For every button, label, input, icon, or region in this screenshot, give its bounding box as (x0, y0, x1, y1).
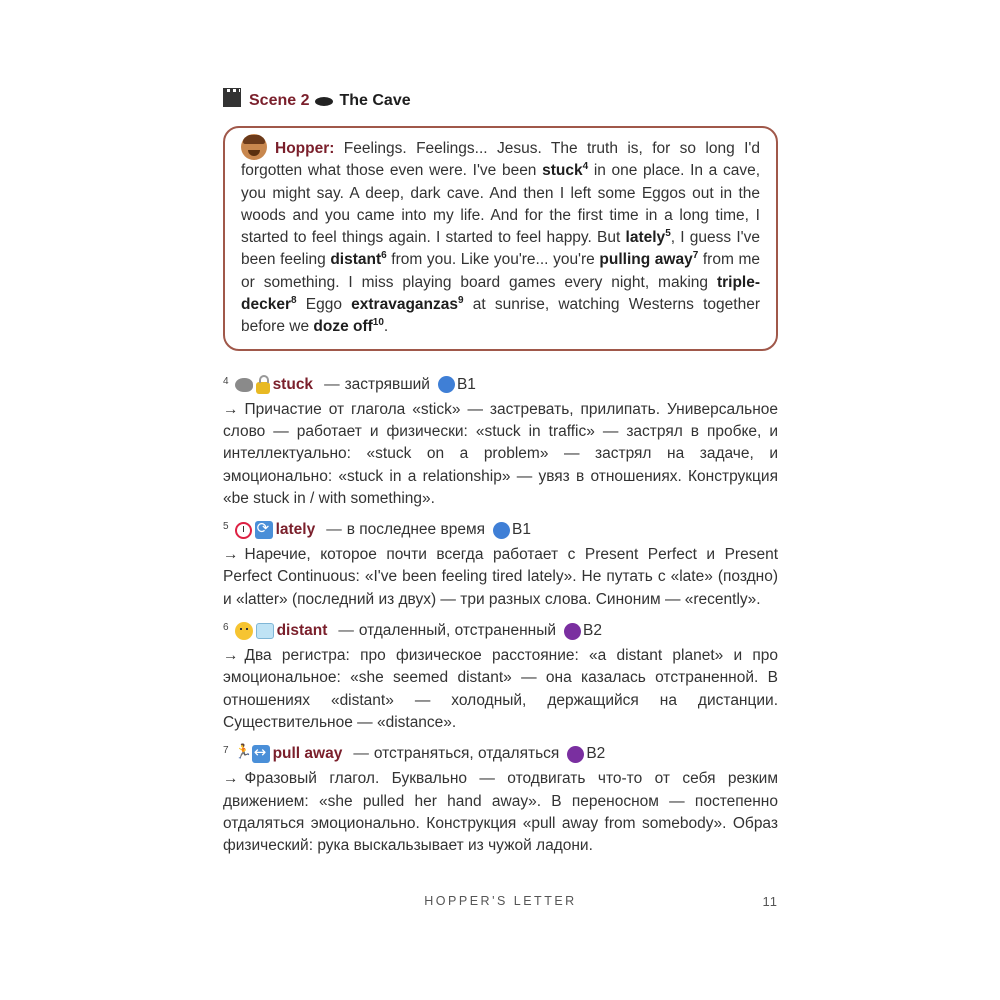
purple-circle-icon (567, 746, 584, 763)
runner-icon (235, 745, 249, 763)
level-label: B1 (456, 375, 476, 393)
vocab-explanation (223, 645, 778, 734)
footnote-ref: 8 (290, 294, 297, 306)
page-number: 11 (762, 894, 778, 909)
dash: — (324, 375, 340, 393)
vocab-entry (223, 619, 778, 734)
vocab-entry-head (223, 518, 778, 542)
keyword-extravaganzas: extravaganzas (351, 296, 458, 314)
scene-label: Scene 2 (249, 92, 310, 109)
keyword-pulling-away: pulling away (599, 251, 693, 269)
level-badge (493, 521, 531, 539)
lock-icon (256, 382, 270, 394)
cowboy-avatar-icon (241, 134, 267, 160)
neutral-face-icon (235, 622, 253, 640)
quote-text: , I guess I've been feeling (241, 229, 761, 269)
vocab-explanation-text: Причастие от глагола «stick» — застревать, прилипать. Универсальное слово — работает и физически: «stuck in traffic» — застрял в пробке, и интеллектуально: «stuck on a problem» — застрял на задаче, и эмоционально: «stuck in a relationship» — увяз в отношениях. Конструкция «be stuck in / with something». (223, 400, 778, 507)
footnote-number: 7 (223, 745, 229, 757)
level-badge (567, 745, 605, 763)
scene-title: The Cave (339, 92, 411, 109)
vocab-entry (223, 742, 778, 857)
level-label: B2 (583, 622, 602, 640)
level-badge (438, 376, 476, 394)
dash: — (338, 622, 354, 640)
purple-circle-icon (564, 623, 581, 640)
vocab-entry (223, 373, 778, 510)
speaker-name: Hopper: (275, 140, 335, 157)
vocab-translation: застрявший (344, 375, 430, 393)
vocab-entry-head (223, 619, 778, 643)
quote-text: Feelings. Feelings... Jesus. The truth is, for so long I'd forgotten what those even were. I've been (241, 140, 760, 180)
vocab-explanation-text: Фразовый глагол. Буквально — отодвигать что-то от себя резким движением: «she pulled her hand away». В переносном — постепенно отдаляться эмоционально. Конструкция «pull away from somebody». Образ физический: рука выскальзывает из чужой ладони. (223, 770, 778, 855)
ice-icon (256, 623, 274, 639)
right-arrow-icon: → (223, 647, 239, 665)
footnote-ref: 10 (372, 317, 384, 329)
keyword-distant: distant (330, 251, 382, 269)
footnote-ref: 9 (458, 294, 464, 306)
keyword-doze-off: doze off (313, 318, 373, 336)
dash: — (353, 745, 369, 763)
quote-text: at sunrise, watching Westerns together before we (241, 296, 760, 336)
vocab-translation: отдаленный, отстраненный (358, 622, 556, 640)
footnote-number: 5 (223, 521, 229, 533)
vocab-entry-head (223, 373, 778, 397)
dash: — (326, 521, 342, 539)
keyword-stuck: stuck (542, 162, 583, 180)
vocab-explanation-text: Наречие, которое почти всегда работает с Present Perfect и Present Perfect Continuous: «I've been feeling tired lately». Не путать с «late» (поздно) и «latter» (последний из двух) — три разных слова. Синоним — «recently». (223, 546, 778, 608)
footnote-ref: 6 (381, 250, 387, 262)
vocab-translation: отстраняться, отдаляться (373, 745, 560, 763)
footnote-number: 4 (223, 375, 229, 387)
vocabulary-list (223, 373, 778, 858)
alarm-clock-icon (235, 522, 252, 539)
right-arrow-icon: → (223, 770, 239, 788)
quote-text: in one place. In a cave, you might say. A deep, dark cave. And then I left some Eggos out in the woods and you came into my life. And for the first time in a long time, I started to feel things again. I started to feel happy. But (241, 162, 760, 247)
footnote-ref: 4 (582, 161, 589, 173)
vocab-term: distant (276, 622, 328, 640)
vocab-explanation-text: Два регистра: про физическое расстояние: «a distant planet» и про эмоциональное: «she seemed distant» — она казалась отстраненной. В отношениях «distant» — холодный, держащийся на дистанции. Существительное — «distance». (223, 647, 778, 731)
quote-text: from you. Like you're... you're (386, 251, 600, 269)
quote-text: from me or something. I miss playing board games every night, making (241, 251, 760, 291)
right-arrow-icon: → (223, 400, 239, 418)
blue-circle-icon (438, 376, 455, 393)
vocab-translation: в последнее время (346, 521, 486, 539)
rock-icon (235, 378, 253, 392)
quote-text: Eggo (296, 296, 352, 314)
keyword-lately: lately (625, 229, 666, 247)
clapperboard-icon (223, 93, 241, 107)
vocab-explanation (223, 544, 778, 611)
footnote-ref: 5 (665, 228, 671, 240)
cycle-icon (255, 521, 273, 539)
level-badge (564, 622, 602, 640)
footnote-number: 6 (223, 622, 229, 634)
level-label: B1 (512, 521, 531, 539)
vocab-term: stuck (272, 375, 314, 393)
vocab-term: pull away (272, 745, 343, 763)
blue-circle-icon (493, 522, 510, 539)
footnote-ref: 7 (692, 250, 699, 262)
keyword-triple-decker: triple-decker (241, 273, 760, 314)
vocab-explanation (223, 768, 778, 857)
scene-heading (223, 86, 778, 116)
vocab-entry (223, 518, 778, 611)
level-label: B2 (586, 745, 606, 763)
hole-icon (315, 97, 333, 106)
vocab-explanation (223, 399, 778, 510)
quote-text: . (383, 318, 389, 336)
page-footer (223, 894, 778, 914)
vocab-term: lately (275, 521, 316, 539)
vocab-entry-head (223, 742, 778, 766)
left-right-arrow-icon (252, 745, 270, 763)
page-content (223, 86, 778, 865)
running-title: HOPPER'S LETTER (424, 894, 577, 908)
quote-box (223, 126, 778, 351)
right-arrow-icon: → (223, 546, 239, 564)
